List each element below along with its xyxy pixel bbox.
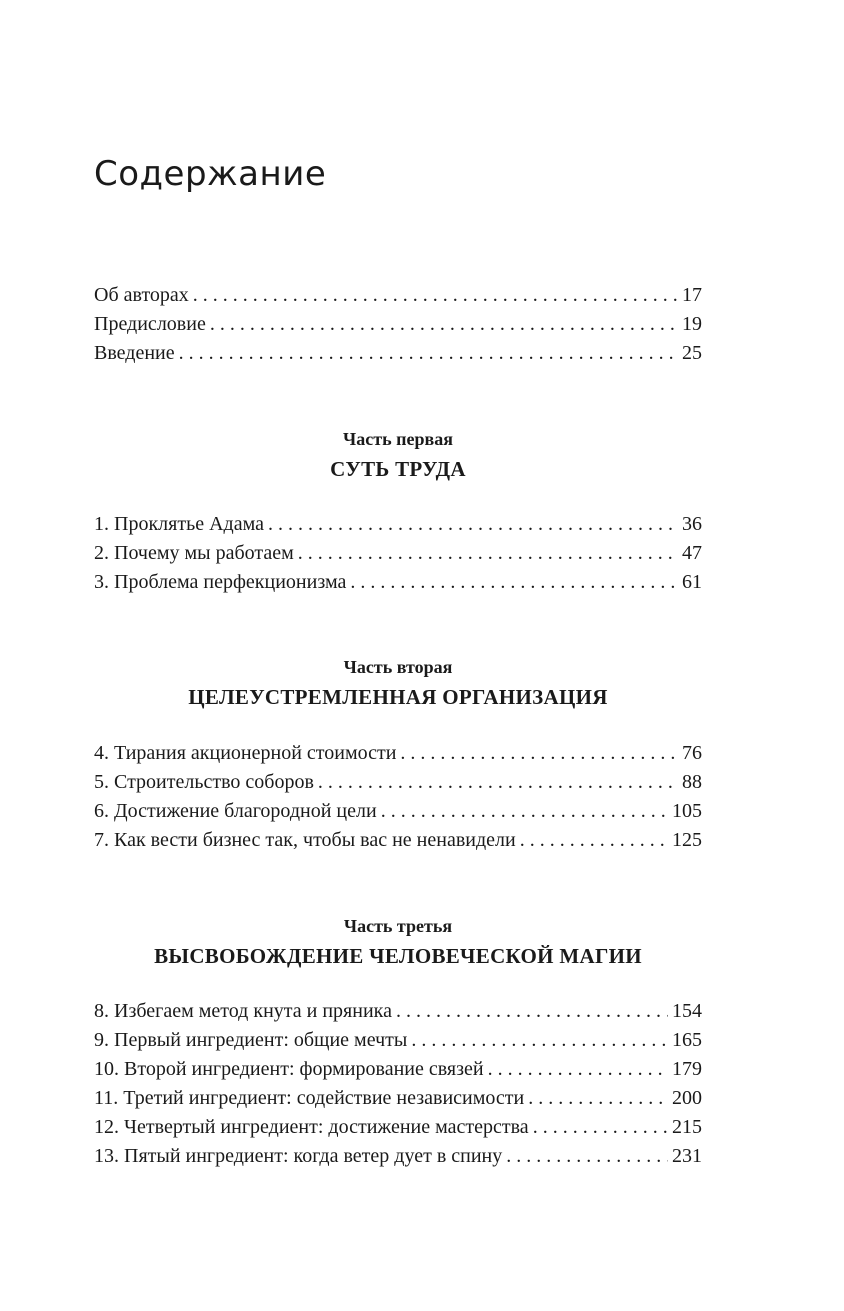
toc-entry-chapter-3[interactable] bbox=[94, 568, 702, 597]
toc-entry-preface[interactable] bbox=[94, 310, 702, 339]
dot-leader bbox=[298, 539, 678, 568]
front-matter-list bbox=[94, 281, 702, 368]
dot-leader bbox=[381, 797, 668, 826]
part-number: Часть третья bbox=[343, 916, 453, 936]
toc-entry-chapter-8[interactable] bbox=[94, 997, 702, 1026]
part-title: ВЫСВОБОЖДЕНИЕ ЧЕЛОВЕЧЕСКОЙ МАГИИ bbox=[154, 944, 642, 968]
dot-leader bbox=[488, 1055, 668, 1084]
dot-leader bbox=[533, 1113, 668, 1142]
toc-entry-page: 88 bbox=[682, 771, 702, 793]
toc-entry-page: 165 bbox=[672, 1029, 702, 1051]
dot-leader bbox=[268, 510, 678, 539]
toc-entry-label: Об авторах bbox=[94, 284, 189, 306]
part-number: Часть вторая bbox=[343, 657, 453, 677]
dot-leader bbox=[400, 739, 678, 768]
toc-entry-label: Предисловие bbox=[94, 313, 206, 335]
toc-entry-chapter-2[interactable] bbox=[94, 539, 702, 568]
toc-entry-chapter-7[interactable] bbox=[94, 826, 702, 855]
toc-entry-label: 4. Тирания акционерной стоимости bbox=[94, 742, 397, 764]
toc-entry-label: 10. Второй ингредиент: формирование связей bbox=[94, 1058, 484, 1080]
part-2-chapter-list bbox=[94, 739, 702, 855]
dot-leader bbox=[506, 1142, 668, 1171]
toc-entry-chapter-10[interactable] bbox=[94, 1055, 702, 1084]
toc-entry-label: 1. Проклятье Адама bbox=[94, 513, 264, 535]
page-title: Содержание bbox=[94, 154, 327, 194]
toc-entry-page: 17 bbox=[682, 284, 702, 306]
part-2-heading bbox=[94, 652, 702, 712]
toc-entry-label: 8. Избегаем метод кнута и пряника bbox=[94, 1000, 392, 1022]
toc-entry-page: 36 bbox=[682, 513, 702, 535]
dot-leader bbox=[193, 281, 678, 310]
dot-leader bbox=[396, 997, 668, 1026]
toc-entry-page: 179 bbox=[672, 1058, 702, 1080]
part-title: ЦЕЛЕУСТРЕМЛЕННАЯ ОРГАНИЗАЦИЯ bbox=[188, 685, 608, 709]
toc-entry-chapter-13[interactable] bbox=[94, 1142, 702, 1171]
toc-entry-chapter-1[interactable] bbox=[94, 510, 702, 539]
toc-entry-label: 7. Как вести бизнес так, чтобы вас не ненавидели bbox=[94, 829, 516, 851]
toc-entry-label: 9. Первый ингредиент: общие мечты bbox=[94, 1029, 408, 1051]
toc-entry-page: 200 bbox=[672, 1087, 702, 1109]
toc-entry-chapter-5[interactable] bbox=[94, 768, 702, 797]
toc-entry-page: 154 bbox=[672, 1000, 702, 1022]
toc-entry-label: 13. Пятый ингредиент: когда ветер дует в спину bbox=[94, 1145, 503, 1167]
part-3-chapter-list bbox=[94, 997, 702, 1171]
part-1-chapter-list bbox=[94, 510, 702, 597]
toc-entry-introduction[interactable] bbox=[94, 339, 702, 368]
toc-entry-chapter-4[interactable] bbox=[94, 739, 702, 768]
toc-entry-page: 19 bbox=[682, 313, 702, 335]
toc-entry-chapter-6[interactable] bbox=[94, 797, 702, 826]
dot-leader bbox=[350, 568, 678, 597]
dot-leader bbox=[318, 768, 678, 797]
toc-entry-chapter-11[interactable] bbox=[94, 1084, 702, 1113]
toc-entry-page: 47 bbox=[682, 542, 702, 564]
toc-entry-label: 5. Строительство соборов bbox=[94, 771, 314, 793]
dot-leader bbox=[520, 826, 668, 855]
toc-entry-page: 215 bbox=[672, 1116, 702, 1138]
toc-entry-page: 76 bbox=[682, 742, 702, 764]
dot-leader bbox=[528, 1084, 668, 1113]
toc-entry-page: 125 bbox=[672, 829, 702, 851]
part-title: СУТЬ ТРУДА bbox=[330, 457, 466, 481]
toc-entry-page: 231 bbox=[672, 1145, 702, 1167]
toc-entry-page: 61 bbox=[682, 571, 702, 593]
dot-leader bbox=[210, 310, 678, 339]
toc-entry-chapter-12[interactable] bbox=[94, 1113, 702, 1142]
toc-entry-label: 2. Почему мы работаем bbox=[94, 542, 294, 564]
toc-entry-page: 105 bbox=[672, 800, 702, 822]
part-3-heading bbox=[94, 911, 702, 971]
dot-leader bbox=[411, 1026, 668, 1055]
part-number: Часть первая bbox=[343, 429, 453, 449]
toc-entry-chapter-9[interactable] bbox=[94, 1026, 702, 1055]
dot-leader bbox=[179, 339, 678, 368]
toc-entry-label: 11. Третий ингредиент: содействие независимости bbox=[94, 1087, 525, 1109]
toc-entry-label: 12. Четвертый ингредиент: достижение мастерства bbox=[94, 1116, 529, 1138]
part-1-heading bbox=[94, 424, 702, 484]
toc-entry-about-authors[interactable] bbox=[94, 281, 702, 310]
toc-entry-label: Введение bbox=[94, 342, 175, 364]
toc-entry-page: 25 bbox=[682, 342, 702, 364]
toc-entry-label: 3. Проблема перфекционизма bbox=[94, 571, 347, 593]
toc-entry-label: 6. Достижение благородной цели bbox=[94, 800, 377, 822]
